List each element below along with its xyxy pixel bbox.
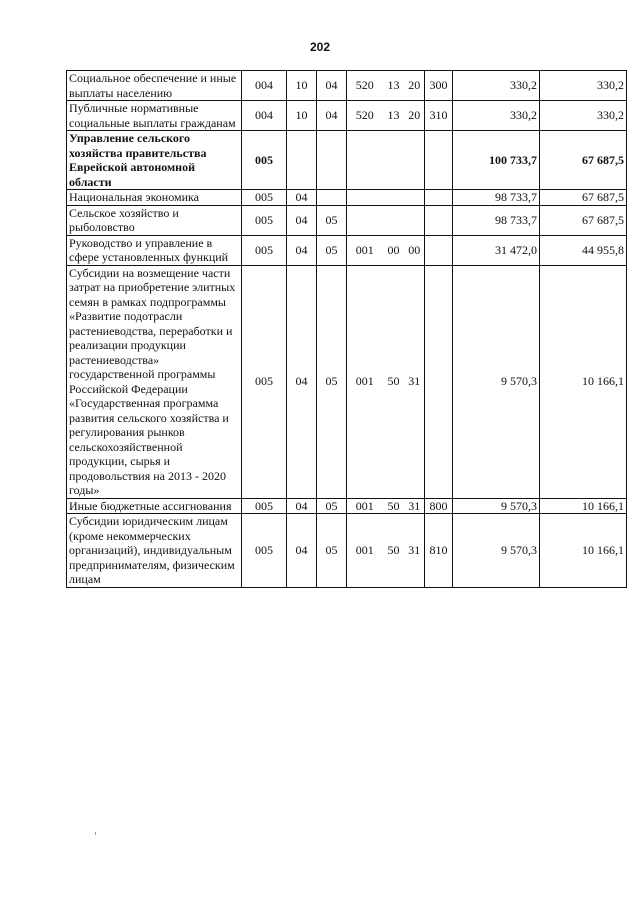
expense-type-cell	[425, 190, 453, 206]
ministry-code-cell: 005	[242, 235, 287, 265]
amount-year1-cell: 9 570,3	[453, 514, 540, 588]
amount-year2-cell: 330,2	[540, 71, 627, 101]
subsection-code-cell: 05	[317, 514, 347, 588]
target-article-part1-cell: 520	[347, 101, 383, 131]
section-code-cell: 04	[287, 514, 317, 588]
ministry-code-cell: 005	[242, 498, 287, 514]
target-article-part3-cell: 31	[405, 514, 425, 588]
subsection-code-cell	[317, 190, 347, 206]
target-article-part2-cell: 13	[383, 101, 405, 131]
section-code-cell: 04	[287, 265, 317, 498]
amount-year1-cell: 330,2	[453, 71, 540, 101]
target-article-part2-cell: 50	[383, 498, 405, 514]
ministry-code-cell: 005	[242, 205, 287, 235]
ministry-code-cell: 005	[242, 514, 287, 588]
expense-name-cell: Субсидии на возмещение части затрат на приобретение элитных семян в рамках подпрограммы «Развитие подотрасли растениеводства, переработки и реализации продукции растениеводства» государственной программы Российской Федерации «Государственная программа развития сельского хозяйства и регулирования рынков сельскохозяйственной продукции, сырья и продовольствия на 2013 - 2020 годы»	[67, 265, 242, 498]
section-code-cell: 10	[287, 101, 317, 131]
section-code-cell	[287, 131, 317, 190]
table-row	[67, 71, 627, 101]
table-row	[67, 498, 627, 514]
target-article-part2-cell	[383, 190, 405, 206]
scan-mark	[95, 832, 96, 835]
expense-type-cell: 310	[425, 101, 453, 131]
expense-type-cell: 300	[425, 71, 453, 101]
target-article-part3-cell	[405, 131, 425, 190]
amount-year1-cell: 100 733,7	[453, 131, 540, 190]
target-article-part3-cell: 20	[405, 71, 425, 101]
target-article-part3-cell: 20	[405, 101, 425, 131]
section-code-cell: 04	[287, 190, 317, 206]
target-article-part1-cell: 001	[347, 235, 383, 265]
expense-name-cell: Социальное обеспечение и иные выплаты населению	[67, 71, 242, 101]
expense-name-cell: Сельское хозяйство и рыболовство	[67, 205, 242, 235]
table-row	[67, 101, 627, 131]
target-article-part3-cell: 00	[405, 235, 425, 265]
section-code-cell: 04	[287, 205, 317, 235]
expense-type-cell: 810	[425, 514, 453, 588]
page-number: 202	[309, 40, 331, 54]
subsection-code-cell	[317, 131, 347, 190]
section-code-cell: 04	[287, 498, 317, 514]
target-article-part1-cell: 001	[347, 265, 383, 498]
target-article-part2-cell	[383, 205, 405, 235]
amount-year1-cell: 330,2	[453, 101, 540, 131]
subsection-code-cell: 05	[317, 205, 347, 235]
expense-type-cell	[425, 205, 453, 235]
section-code-cell: 04	[287, 235, 317, 265]
target-article-part2-cell: 00	[383, 235, 405, 265]
expense-type-cell	[425, 265, 453, 498]
subsection-code-cell: 04	[317, 101, 347, 131]
target-article-part2-cell: 13	[383, 71, 405, 101]
amount-year2-cell: 330,2	[540, 101, 627, 131]
target-article-part1-cell: 520	[347, 71, 383, 101]
expense-name-cell: Управление сельского хозяйства правительства Еврейской автономной области	[67, 131, 242, 190]
target-article-part1-cell: 001	[347, 514, 383, 588]
table-body	[67, 71, 627, 588]
target-article-part1-cell	[347, 131, 383, 190]
ministry-code-cell: 005	[242, 131, 287, 190]
target-article-part1-cell: 001	[347, 498, 383, 514]
target-article-part3-cell: 31	[405, 265, 425, 498]
amount-year2-cell: 10 166,1	[540, 514, 627, 588]
table-row	[67, 190, 627, 206]
section-code-cell: 10	[287, 71, 317, 101]
expense-type-cell	[425, 235, 453, 265]
amount-year1-cell: 9 570,3	[453, 265, 540, 498]
expense-name-cell: Руководство и управление в сфере установленных функций	[67, 235, 242, 265]
expense-name-cell: Публичные нормативные социальные выплаты гражданам	[67, 101, 242, 131]
amount-year1-cell: 98 733,7	[453, 205, 540, 235]
amount-year2-cell: 44 955,8	[540, 235, 627, 265]
ministry-code-cell: 005	[242, 265, 287, 498]
target-article-part3-cell	[405, 190, 425, 206]
target-article-part1-cell	[347, 190, 383, 206]
amount-year2-cell: 67 687,5	[540, 205, 627, 235]
table-row	[67, 235, 627, 265]
expense-type-cell: 800	[425, 498, 453, 514]
amount-year1-cell: 9 570,3	[453, 498, 540, 514]
table-row	[67, 514, 627, 588]
expense-name-cell: Иные бюджетные ассигнования	[67, 498, 242, 514]
target-article-part2-cell: 50	[383, 265, 405, 498]
amount-year2-cell: 67 687,5	[540, 131, 627, 190]
subsection-code-cell: 05	[317, 498, 347, 514]
subsection-code-cell: 05	[317, 265, 347, 498]
target-article-part2-cell: 50	[383, 514, 405, 588]
amount-year1-cell: 98 733,7	[453, 190, 540, 206]
target-article-part3-cell: 31	[405, 498, 425, 514]
ministry-code-cell: 005	[242, 190, 287, 206]
expense-name-cell: Национальная экономика	[67, 190, 242, 206]
amount-year1-cell: 31 472,0	[453, 235, 540, 265]
table-row	[67, 131, 627, 190]
target-article-part1-cell	[347, 205, 383, 235]
target-article-part3-cell	[405, 205, 425, 235]
ministry-code-cell: 004	[242, 71, 287, 101]
target-article-part2-cell	[383, 131, 405, 190]
table-row	[67, 265, 627, 498]
amount-year2-cell: 67 687,5	[540, 190, 627, 206]
subsection-code-cell: 04	[317, 71, 347, 101]
subsection-code-cell: 05	[317, 235, 347, 265]
budget-table	[66, 70, 627, 588]
amount-year2-cell: 10 166,1	[540, 265, 627, 498]
amount-year2-cell: 10 166,1	[540, 498, 627, 514]
expense-type-cell	[425, 131, 453, 190]
table-row	[67, 205, 627, 235]
ministry-code-cell: 004	[242, 101, 287, 131]
expense-name-cell: Субсидии юридическим лицам (кроме некоммерческих организаций), индивидуальным предпринимателям, физическим лицам	[67, 514, 242, 588]
